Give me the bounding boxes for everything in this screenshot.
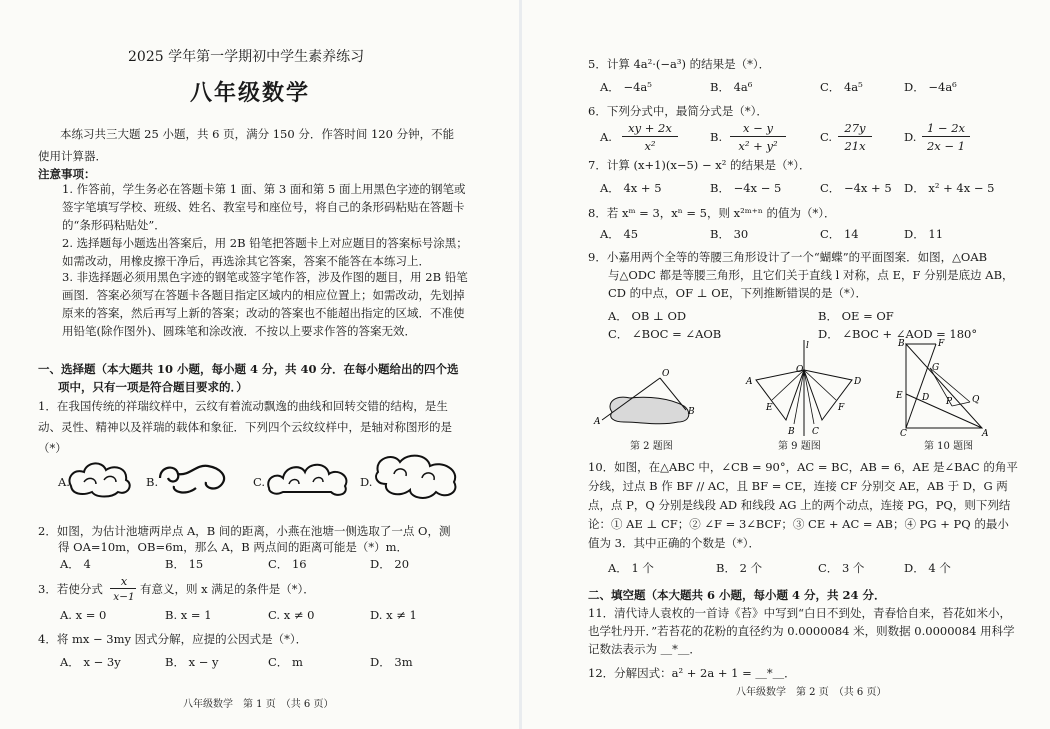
svg-text:O: O	[796, 365, 804, 375]
question-1: 1．在我国传统的祥瑞纹样中，云纹有着流动飘逸的曲线和回转交错的结构，是生动、灵性、精神以及祥瑞的载体和象征．下列四个云纹纹样中，是轴对称图形的是（*）	[38, 399, 452, 455]
q9-option-c: C． ∠BOC = ∠AOB	[608, 327, 722, 341]
q6-option-c-label: C.	[820, 130, 833, 144]
svg-text:E: E	[896, 391, 903, 401]
svg-text:D: D	[854, 377, 862, 387]
question-8: 8．若 xᵐ = 3，xⁿ = 5，则 x²ᵐ⁺ⁿ 的值为（*）．	[588, 206, 836, 220]
intro-line-1: 本练习共三大题 25 小题，共 6 页，满分 150 分．作答时间 120 分钟，不能	[60, 127, 455, 141]
figure-2-caption: 第 2 题图	[630, 441, 673, 452]
q8-option-b: B． 30	[710, 227, 749, 241]
q7-option-d: D． x² + 4x − 5	[904, 181, 995, 195]
question-2-line1: 2．如图，为估计池塘两岸点 A，B 间的距离，小燕在池塘一侧选取了一点 O，测	[38, 524, 451, 538]
question-3-prefix: 3．若使分式	[38, 582, 103, 596]
figure-9-caption: 第 9 题图	[778, 441, 821, 452]
exam-title: 2025 学年第一学期初中学生素养练习	[128, 49, 365, 65]
q1-option-d-label: D.	[360, 475, 373, 489]
q9-option-b: B． OE = OF	[818, 309, 894, 323]
q6-option-b-label: B.	[710, 130, 723, 144]
q6-b-numerator: x − y	[743, 121, 773, 135]
svg-text:B: B	[788, 427, 795, 437]
q7-option-b: B． −4x − 5	[710, 181, 782, 195]
q6-a-denominator: x²	[644, 139, 656, 153]
q3-fraction-bar	[110, 588, 136, 589]
q7-option-c: C． −4x + 5	[820, 181, 892, 195]
question-11: 11．清代诗人袁枚的一首诗《苔》中写到“白日不到处，青春恰自来，苔花如米小，也学牡丹开．”若苔花的花粉的直径约为 0.0000084 米，则数据 0.0000084 用科学记数法表示为 ＿*＿．	[588, 606, 1015, 656]
q3-option-a: A. x = 0	[60, 608, 107, 622]
q3-option-d: D. x ≠ 1	[370, 608, 417, 622]
q6-c-fraction-bar	[838, 136, 872, 137]
q6-d-fraction-bar	[922, 136, 970, 137]
q2-option-d: D． 20	[370, 557, 410, 571]
svg-text:D: D	[922, 393, 930, 403]
q6-b-fraction-bar	[730, 136, 786, 137]
svg-text:B: B	[898, 339, 905, 349]
question-5: 5．计算 4a²·(−a³) 的结果是（*）．	[588, 57, 771, 71]
cloud-pattern-b-icon	[156, 458, 238, 500]
q8-option-c: C． 14	[820, 227, 859, 241]
q6-a-fraction-bar	[622, 136, 678, 137]
q1-option-c-label: C.	[253, 475, 266, 489]
svg-text:A: A	[594, 417, 601, 427]
q4-option-c: C． m	[268, 655, 303, 669]
figure-9-butterfly-diagram	[746, 340, 872, 440]
q4-option-b: B． x − y	[165, 655, 219, 669]
q5-option-b: B． 4a⁶	[710, 80, 753, 94]
q5-option-a: A． −4a⁵	[600, 80, 652, 94]
q2-option-a: A． 4	[60, 557, 91, 571]
q10-option-d: D． 4 个	[904, 561, 951, 575]
q3-option-b: B. x = 1	[165, 608, 212, 622]
q1-option-b-label: B.	[146, 475, 159, 489]
svg-text:G: G	[932, 363, 940, 373]
q6-option-a-label: A.	[600, 130, 612, 144]
cloud-pattern-a-icon	[66, 458, 136, 500]
section1-header-line1: 一、选择题（本大题共 10 小题，每小题 4 分，共 40 分．在每小题给出的四个选	[38, 362, 459, 376]
question-6: 6．下列分式中，最简分式是（*）．	[588, 104, 768, 118]
note-3: 3. 非选择题必须用黑色字迹的钢笔或签字笔作答，涉及作图的题目，用 2B 铅笔画图．答案必须写在答题卡各题目指定区域内的相应位置上；如需改动，先划掉原来的答案，然后再写上新的答案；改动的答案也不能超出指定的区域．不准使用铅笔(除作图外)、圆珠笔和涂改液．不按以上要求作答的答案无效．	[62, 270, 468, 338]
q5-option-d: D． −4a⁶	[904, 80, 957, 94]
question-7: 7．计算 (x+1)(x−5) − x² 的结果是（*）．	[588, 158, 811, 172]
q10-option-c: C． 3 个	[818, 561, 865, 575]
question-10: 10．如图，在△ABC 中，∠CB = 90°，AC = BC，AB = 6，AE 是∠BAC 的角平分线，过点 B 作 BF // AC，且 BF = CE，连接 CF 分别交 AE，AB 于 D，G 两点，点 P，Q 分别是线段 AD 和线段 AG 上的两个动点，连接 PG，PQ，则下列结论：① AE ⊥ CF；② ∠F = 3∠BCF；③ CE + AC = AB；④ PG + PQ 的最小值为 3．其中正确的个数是（*）．	[588, 460, 1018, 550]
q1-option-a-label: A.	[58, 475, 70, 489]
figure-10-caption: 第 10 题图	[924, 441, 974, 452]
section1-header-line2: 项中，只有一项是符合题目要求的．）	[58, 380, 248, 394]
q10-option-a: A． 1 个	[608, 561, 654, 575]
question-9-line2: 与△ODC 都是等腰三角形，且它们关于直线 l 对称，点 E，F 分别是底边 AB，	[608, 268, 1014, 282]
subject-title: 八年级数学	[190, 80, 311, 106]
q8-option-d: D． 11	[904, 227, 944, 241]
q3-option-c: C. x ≠ 0	[268, 608, 315, 622]
q7-option-a: A． 4x + 5	[600, 181, 662, 195]
intro-line-2: 使用计算器．	[38, 149, 107, 163]
svg-text:E: E	[766, 403, 773, 413]
q6-d-numerator: 1 − 2x	[926, 121, 966, 135]
q3-fraction-numerator: x	[120, 574, 128, 588]
question-4: 4．将 mx − 3my 因式分解，应提的公因式是（*）．	[38, 632, 308, 646]
question-12: 12．分解因式：a² + 2a + 1 = ＿*＿．	[588, 666, 796, 680]
q6-c-denominator: 21x	[844, 139, 866, 153]
section2-header: 二、填空题（本大题共 6 小题，每小题 4 分，共 24 分．	[588, 588, 886, 602]
q9-option-a: A． OB ⊥ OD	[608, 309, 687, 323]
q8-option-a: A． 45	[600, 227, 639, 241]
page-1-footer: 八年级数学 第 1 页 （共 6 页）	[183, 699, 334, 710]
svg-text:C: C	[900, 429, 907, 439]
svg-text:C: C	[812, 427, 819, 437]
cloud-pattern-c-icon	[263, 458, 355, 500]
svg-text:O: O	[662, 369, 670, 379]
q5-option-c: C． 4a⁵	[820, 80, 863, 94]
q6-d-denominator: 2x − 1	[926, 139, 966, 153]
page-2-footer: 八年级数学 第 2 页 （共 6 页）	[736, 687, 887, 698]
question-2-line2: 得 OA=10m，OB=6m，那么 A，B 两点间的距离可能是（*）m．	[58, 540, 409, 554]
svg-text:A: A	[982, 429, 989, 439]
svg-text:l: l	[806, 341, 809, 351]
cloud-pattern-d-icon	[370, 452, 462, 502]
exam-page-2	[522, 0, 1050, 729]
question-9-line3: CD 的中点，OF ⊥ OE，下列推断错误的是（*）．	[608, 286, 868, 300]
q6-c-numerator: 27y	[844, 121, 866, 135]
q10-option-b: B． 2 个	[716, 561, 763, 575]
svg-text:Q: Q	[972, 395, 980, 405]
q4-option-a: A． x − 3y	[60, 655, 121, 669]
q2-option-b: B． 15	[165, 557, 204, 571]
question-3-suffix: 有意义，则 x 满足的条件是（*）．	[140, 582, 315, 596]
svg-text:F: F	[838, 403, 845, 413]
q6-option-d-label: D.	[904, 130, 917, 144]
note-1: 1. 作答前，学生务必在答题卡第 1 面、第 3 面和第 5 面上用黑色字迹的钢笔或签字笔填写学校、班级、姓名、教室号和座位号，将自己的条形码粘贴在答题卡的“条形码粘贴处”．	[62, 182, 466, 232]
figure-2-pond-diagram	[594, 369, 696, 434]
question-9-line1: 9．小嘉用两个全等的等腰三角形设计了一个“蝴蝶”的平面图案．如图，△OAB	[588, 250, 988, 264]
notes-heading: 注意事项：	[38, 167, 96, 181]
svg-text:B: B	[688, 407, 695, 417]
svg-text:P: P	[946, 397, 953, 407]
q2-option-c: C． 16	[268, 557, 307, 571]
exam-page-1	[0, 0, 519, 729]
figure-10-triangle-diagram	[896, 339, 992, 439]
q6-a-numerator: xy + 2x	[628, 121, 672, 135]
svg-text:F: F	[938, 339, 945, 349]
q9-option-d: D． ∠BOC + ∠AOD = 180°	[818, 327, 978, 341]
q4-option-d: D． 3m	[370, 655, 413, 669]
q6-b-denominator: x² + y²	[738, 139, 778, 153]
svg-text:A: A	[746, 377, 753, 387]
q3-fraction-denominator: x−1	[113, 591, 135, 603]
note-2: 2. 选择题每小题选出答案后，用 2B 铅笔把答题卡上对应题目的答案标号涂黑；如需改动，用橡皮擦干净后，再选涂其它答案，答案不能答在本练习上．	[62, 236, 468, 268]
